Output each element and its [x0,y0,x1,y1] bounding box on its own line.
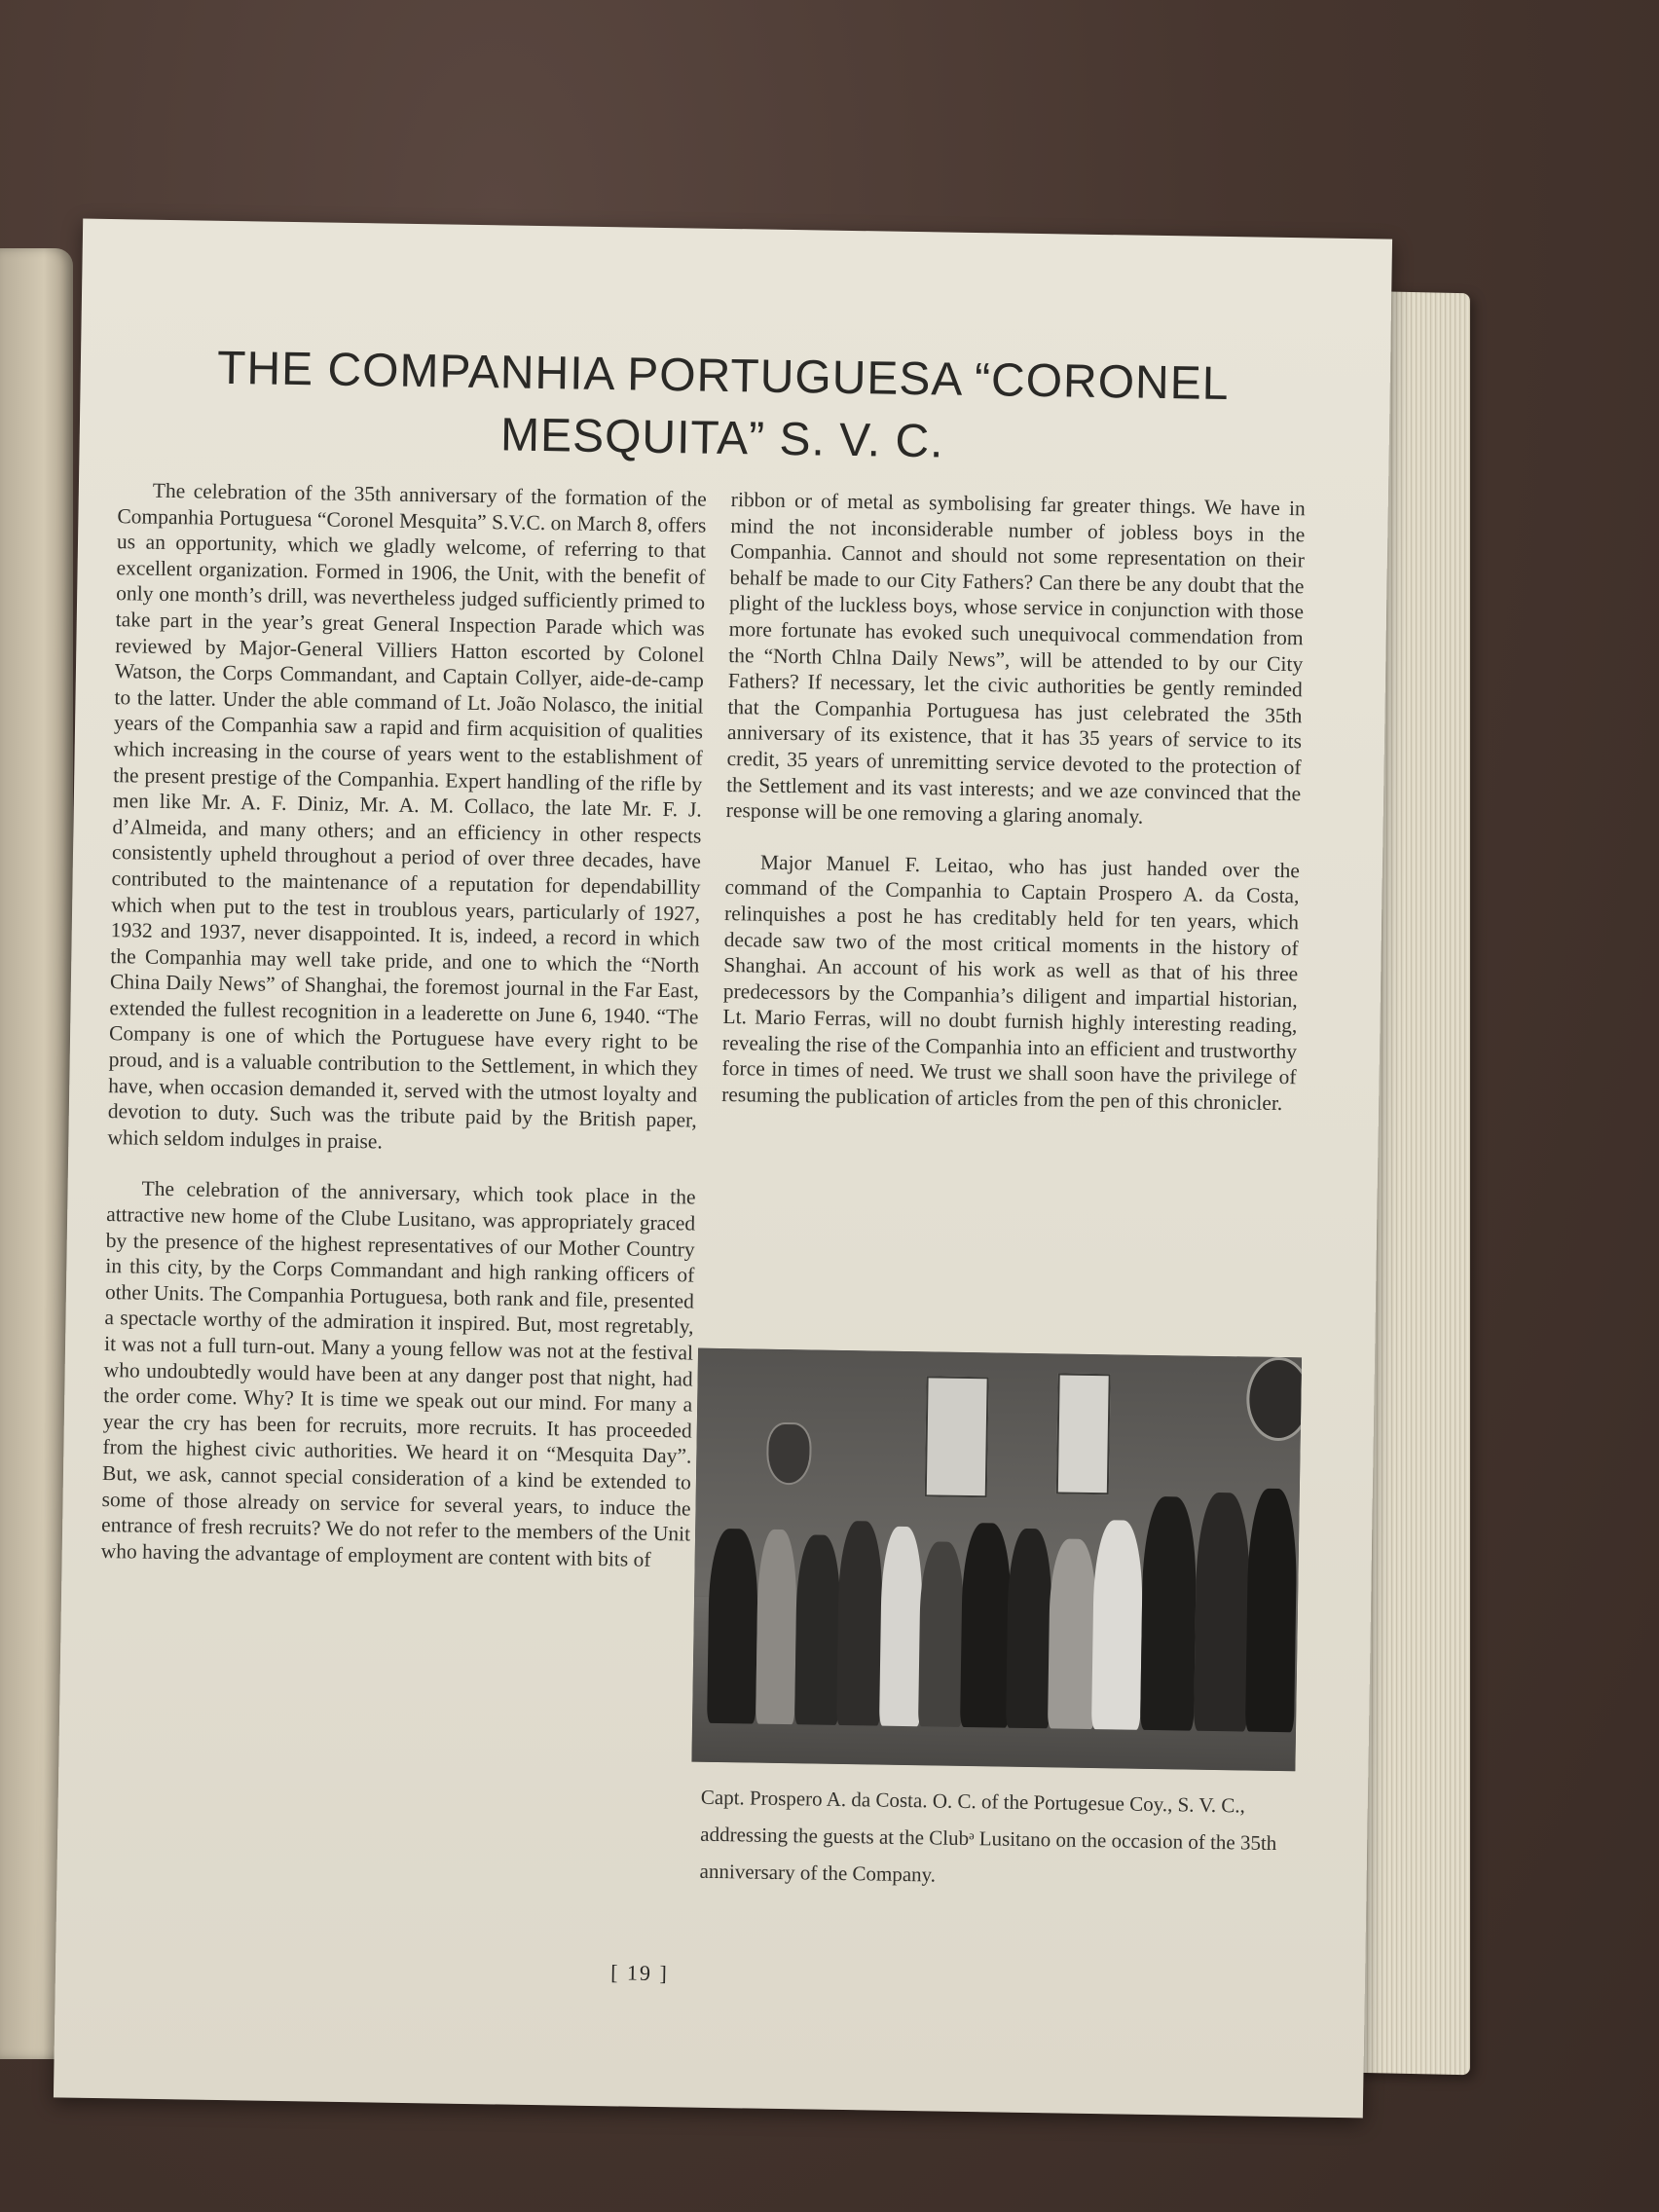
paragraph-leitao: Major Manuel F. Leitao, who has just handed over the command of the Companhia to Captain Prospero A. da Costa, relinquishes a post he has creditably held for ten years, which decade saw two of the most critical moments in the history of Shanghai. An account of his work as well as that of his three predecessors by the Companhia’s diligent and impartial historian, Lt. Mario Ferras, will no doubt furnish highly interesting reading, revealing the rise of the Companhia into an efficient and trustworthy force in times of need. We trust we shall soon have the privilege of resuming the publication of articles from the pen of this chronicler. [721,850,1301,1116]
photo-person [879,1527,923,1727]
photo-banner [925,1376,989,1497]
photo-person [1194,1493,1251,1732]
photo-person [707,1529,758,1724]
photo-person [836,1521,883,1726]
photo-person [960,1523,1012,1728]
photo-caption: Capt. Prospero A. da Costa. O. C. of the Portugesue Coy., S. V. C., addressing the guests at the Clubᵊ Lusitano on the occasion of the 35th anniversary of the Company. [699,1785,1277,1887]
left-column [101,477,707,1573]
photo-person [1048,1538,1097,1729]
paragraph-celebration: The celebration of the 35th anniversary of the formation of the Companhia Portuguesa “Coronel Mesquita” S.V.C. on March 8, offers us an opportunity, which we gladly welcome, of referring to that excellent organization. Formed in 1906, the Unit, with the benefit of only one month’s drill, was nevertheless judged sufficiently primed to take part in the year’s great General Inspection Parade which was reviewed by Major-General Villiers Hatton escorted by Colonel Watson, the Corps Commandant, and Captain Collyer, aide-de-camp to the latter. Under the able command of Lt. João Nolasco, the initial years of the Companhia saw a rapid and firm acquisition of qualities which increasing in the course of years went to the establishment of the present prestige of the Companhia. Expert handling of the rifle by men like Mr. A. F. Diniz, Mr. A. M. Collaco, the late Mr. F. J. d’Almeida, and many others; and an efficiency in other respects consistently upheld throughout a period of over three decades, have contributed to the maintenance of a reputation for dependabillity which when put to the test in troublous years, particularly of 1927, 1932 and 1937, never disappointed. It is, indeed, a record in which the Companhia may well take pride, and one to which the “North China Daily News” of Shanghai, the foremost journal in the Far East, extended the fullest recognition in a leaderette on June 6, 1940. “The Company is one of which the Portuguese have every right to be proud, and is a valuable contribution to the Settlement, in which they have, when occasion demanded it, served with the utmost loyalty and devotion to duty. Such was the tribute paid by the British paper, which seldom indulges in praise. [107,478,707,1154]
photo-person [918,1541,965,1727]
paragraph-anniversary: The celebration of the anniversary, which took place in the attractive new home of the Clube Lusitano, was appropriately graced by the presence of the highest representatives of our Mother Country in this city, by the Corps Commandant and high ranking officers of other Units. The Companhia Portuguesa, both rank and file, presented a spectacle worthy of the admiration it inspired. But, most regretably, it was not a full turn-out. Many a young fellow was not at the festival who undoubtedly would have been at any danger post that night, had the order come. Why? It is time we speak out our mind. For many a year the cry has been for recruits, more recruits. It has proceeded from the highest civic authorities. We heard it on “Mesquita Day”. But, we ask, cannot special consideration of a kind be extended to some of those already on service for several years, to induce the entrance of fresh recruits? We do not refer to the members of the Unit who having the advantage of employment are content with bits of [100,1177,696,1571]
photo-person [756,1530,797,1725]
right-column [721,487,1306,1117]
photo-person [1245,1489,1298,1733]
book-page [54,219,1392,2119]
photo-banner [1056,1373,1111,1494]
photo-person [1091,1520,1143,1730]
group-photograph [691,1348,1302,1772]
photo-person [794,1534,841,1725]
photo-person [1140,1496,1198,1731]
photo-person [1006,1529,1052,1729]
article-title: THE COMPANHIA PORTUGUESA “CORONEL MESQUITA” S. V. C. [216,342,1230,468]
paragraph-ribbon: ribbon or of metal as symbolising far greater things. We have in mind the not inconsiderable number of jobless boys in the Companhia. Cannot and should not some representation on their behalf be made to our City Fathers? Can there be any doubt that the plight of the luckless boys, whose service in conjunction with those more fortunate has evoked such unequivocal commendation from the “North Chlna Daily News”, will be attended to by our City Fathers? If necessary, let the civic authorities be gently reminded that the Companhia Portuguesa has just celebrated the 35th anniversary of its existence, that it has 35 years of service to its credit, 35 years of unremitting service devoted to the protection of the Settlement and its vast interests; and we aze convinced that the response will be one removing a glaring anomaly. [725,488,1306,829]
page-number: [ 19 ] [609,1960,670,1986]
